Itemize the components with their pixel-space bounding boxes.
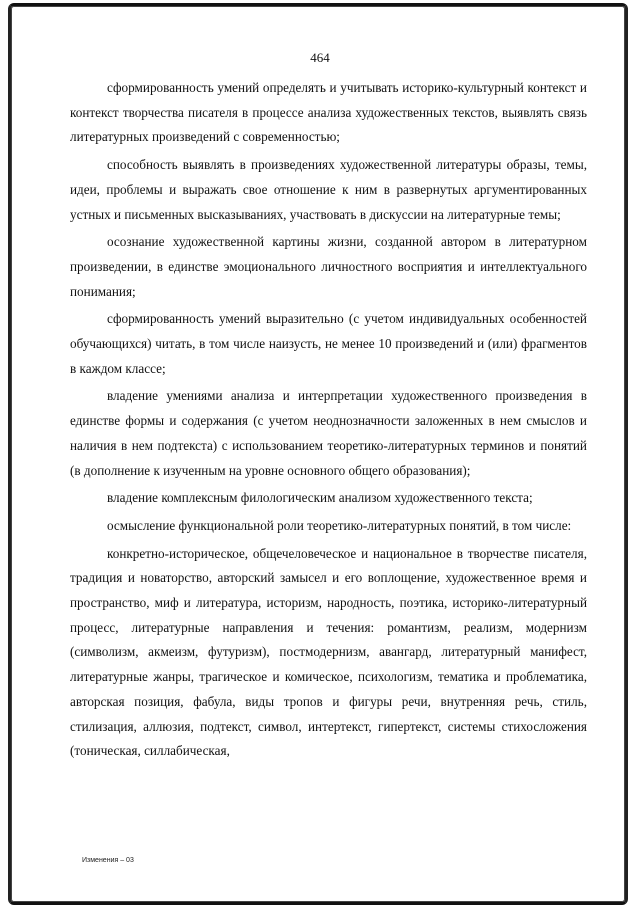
paragraph-7: осмысление функциональной роли теоретико-литературных понятий, в том числе: — [107, 517, 572, 533]
paragraph-3: осознание художественной картины жизни, созданной автором в литературном произведении, в единстве эмоционального личностного восприятия и интеллектуального понимания; — [70, 234, 587, 299]
page-number: 464 — [310, 50, 330, 65]
paragraph-4: сформированность умений выразительно (с учетом индивидуальных особенностей обучающихся) читать, в том числе наизусть, не менее 10 произведений и (или) фрагментов в каждом классе; — [70, 311, 587, 376]
paragraph-8: конкретно-историческое, общечеловеческое и национальное в творчестве писателя, традиция и новаторство, авторский замысел и его воплощение, художественное время и пространство, миф и литература, историзм, народность, поэтика, историко-литературный процесс, литературные направления и течения: романтизм, реализм, модернизм (символизм, акмеизм, футуризм), постмодернизм, авангард, литературный манифест, литературные жанры, трагическое и комическое, психологизм, тематика и проблематика, авторская позиция, фабула, виды тропов и фигуры речи, внутренняя речь, стиль, стилизация, аллюзия, подтекст, символ, интертекст, гипертекст, системы стихосложения (тоническая, силлабическая, — [70, 545, 587, 759]
document-body — [70, 76, 587, 764]
paragraph-5: владение умениями анализа и интерпретации художественного произведения в единстве формы и содержания (с учетом неоднозначности заложенных в нем смыслов и наличия в нем подтекста) с использованием теоретико-литературных терминов и понятий (в дополнение к изученным на уровне основного общего образования); — [70, 388, 587, 478]
paragraph-6: владение комплексным филологическим анализом художественного текста; — [107, 490, 533, 506]
footer-revision-note: Изменения – 03 — [82, 857, 134, 864]
paragraph-1: сформированность умений определять и учитывать историко-культурный контекст и контекст творчества писателя в процессе анализа художественных текстов, выявлять связь литературных произведений с современностью; — [70, 80, 587, 145]
paragraph-2: способность выявлять в произведениях художественной литературы образы, темы, идеи, проблемы и выражать свое отношение к ним в развернутых аргументированных устных и письменных высказываниях, участвовать в дискуссии на литературные темы; — [70, 157, 587, 222]
